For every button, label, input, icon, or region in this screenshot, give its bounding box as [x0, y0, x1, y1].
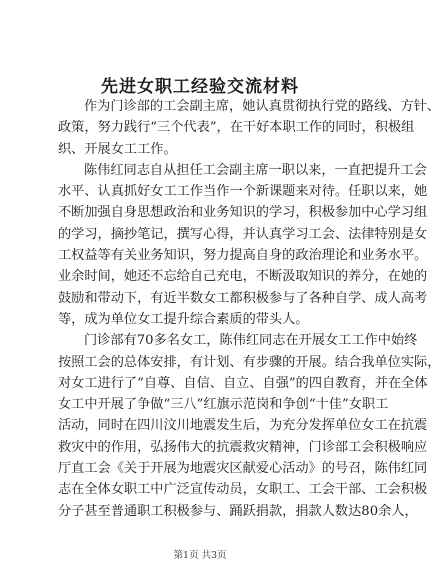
page-footer: 第1页 共3页 — [173, 550, 227, 561]
text-line: 不断加强自身思想政治和业务知识的学习，积极参加中心学习组 — [58, 205, 428, 221]
text-line: 业余时间，她还不忘给自己充电，不断汲取知识的养分，在她的 — [58, 269, 428, 285]
text-line: 鼓励和带动下，有近半数女工都积极参与了各种自学、成人高考 — [58, 290, 428, 306]
paragraph-2 — [58, 160, 428, 330]
document-title: 先进女职工经验交流材料 — [101, 77, 299, 97]
text-line: 水平、认真抓好女工工作当作一个新课题来对待。任职以来，她 — [58, 184, 428, 200]
paragraph-3 — [58, 330, 440, 522]
text-line: 对女工进行了“自尊、自信、自立、自强”的四自教育，并在全体 — [58, 375, 428, 391]
text-line: 分子甚至普通职工积极参与、踊跃捐款，捐款人数达80余人， — [58, 503, 418, 519]
text-line: 陈伟红同志自从担任工会副主席一职以来，一直把提升工会 — [84, 162, 427, 178]
text-line: 作为门诊部的工会副主席，她认真贯彻执行党的路线、方针、 — [84, 99, 440, 114]
text-line: 等，成为单位女工提升综合素质的带头人。 — [58, 311, 309, 327]
text-line: 工权益等有关业务知识，努力提高自身的政治理论和业务水平。 — [58, 248, 428, 264]
text-line: 门诊部有70多名女工，陈伟红同志在开展女工工作中始终 — [84, 333, 418, 349]
paragraph-1 — [58, 96, 440, 160]
text-line: 女工中开展了争做“三八”红旗示范岗和争创“十佳”女职工 — [58, 397, 389, 413]
document-body — [58, 96, 440, 522]
text-line: 织、开展女工工作。 — [58, 141, 177, 157]
text-line: 政策，努力践行“三个代表”，在干好本职工作的同时，积极组 — [58, 120, 415, 136]
text-line: 厅直工会《关于开展为地震灾区献爱心活动》的号召，陈伟红同 — [58, 461, 428, 477]
text-line: 按照工会的总体安排，有计划、有步骤的开展。结合我单位实际， — [58, 354, 440, 370]
text-line: 活动，同时在四川汶川地震发生后，为充分发挥单位女工在抗震 — [58, 418, 428, 434]
text-line: 志在全体女职工中广泛宣传动员，女职工、工会干部、工会积极 — [58, 482, 428, 498]
text-line: 的学习，摘抄笔记，撰写心得，并认真学习工会、法律特别是女 — [58, 226, 428, 242]
text-line: 救灾中的作用，弘扬伟大的抗震救灾精神，门诊部工会积极响应 — [58, 439, 428, 455]
